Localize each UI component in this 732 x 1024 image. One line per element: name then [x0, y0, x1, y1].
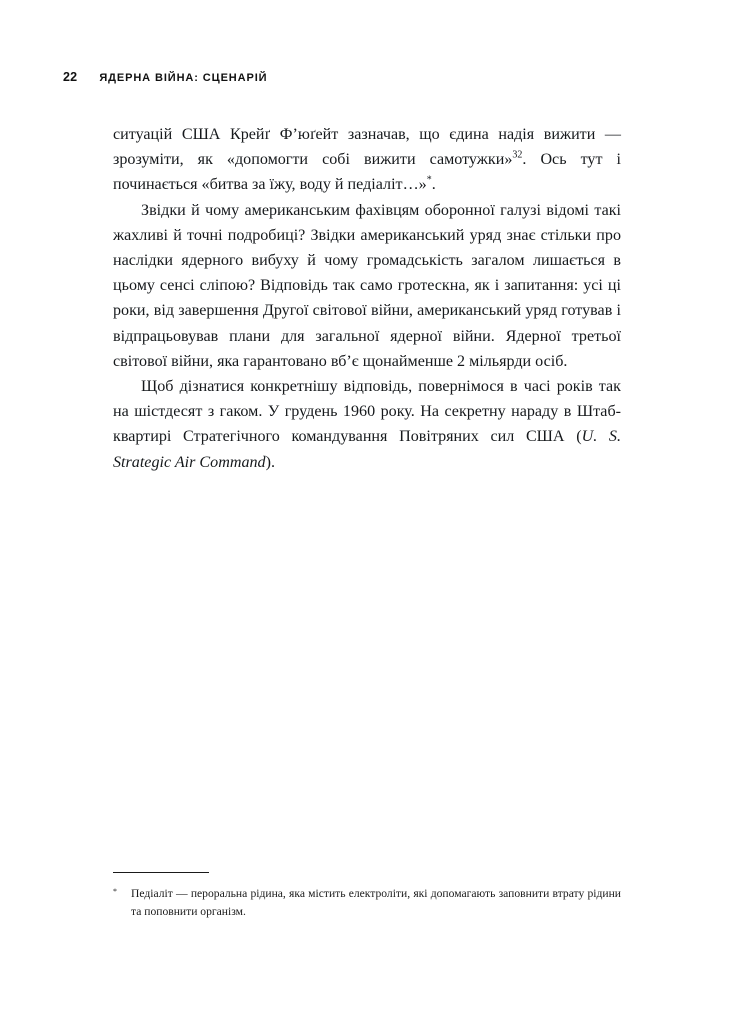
body-text — [113, 122, 621, 475]
page-header — [63, 70, 669, 84]
paragraph: Щоб дізнатися конкретнішу відповідь, повернімося в часі років так на шістдесят з гаком. У грудень 1960 року. На секретну нараду в Штаб-квартирі Стратегічного командування Повітряних сил США (U. S. Strategic Air Command). — [113, 378, 621, 471]
footnote-reference: 32 — [512, 149, 523, 161]
running-title: ЯДЕРНА ВІЙНА: СЦЕНАРІЙ — [99, 72, 268, 84]
paragraph: ситуацій США Крейґ Ф’юґейт зазначав, що єдина надія вижити — зрозуміти, як «допомогти собі вижити самотужки»$^{32}$. Ось тут і починається «битва за їжу, воду й педіаліт…»*. — [113, 126, 621, 194]
paragraph: Звідки й чому американським фахівцям оборонної галузі відомі такі жахливі й точні подробиці? Звідки американський уряд знає стільки про наслідки ядерного вибуху й чому громадськість загалом лишається в цьому сенсі сліпою? Відповідь так само гротескна, як і запитання: усі ці роки, від завершення Другої світової війни, американський уряд готував і відпрацьовував плани для загальної ядерної війни. Ядерної третьої світової війни, яка гарантовано вб’є щонайменше 2 мільярди осіб. — [113, 201, 621, 370]
footnote-separator — [113, 872, 209, 873]
footnote-area — [113, 872, 621, 920]
footnote — [113, 885, 621, 920]
footnote-text: Педіаліт — пероральна рідина, яка містить електроліти, які допомагають заповнити втрату рідини та поповнити організм. — [131, 887, 621, 918]
page-number: 22 — [63, 70, 78, 84]
footnote-reference: * — [426, 175, 432, 187]
footnote-marker: * — [113, 887, 117, 896]
italic-phrase: U. S. Strategic Air Command — [113, 428, 621, 471]
